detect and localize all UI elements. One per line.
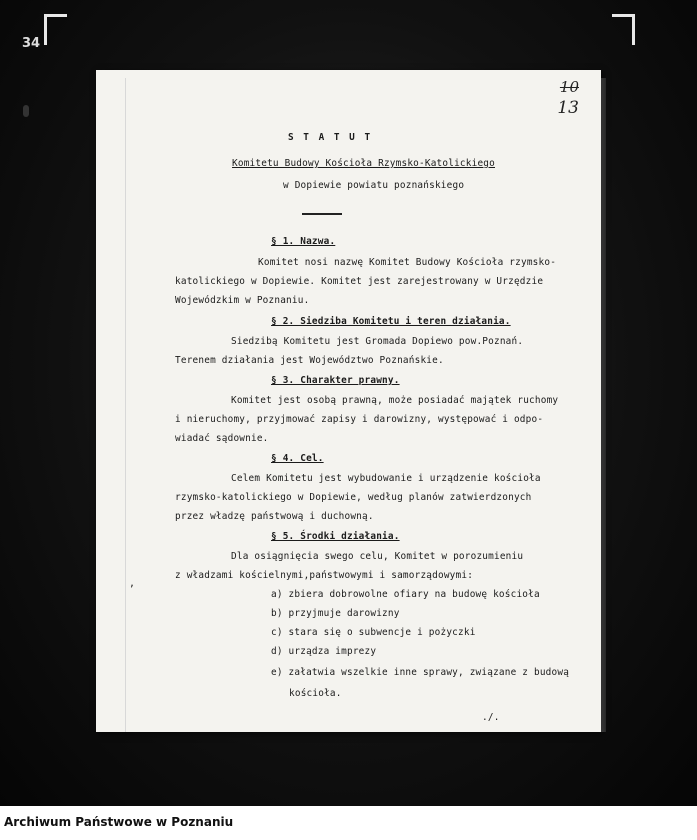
list-item: b) przyjmuje darowizny — [271, 608, 400, 619]
document-title: S T A T U T — [288, 132, 373, 143]
list-item-continuation: kościoła. — [289, 688, 342, 699]
list-item: c) stara się o subwencje i pożyczki — [271, 627, 476, 638]
section-line: Komitet nosi nazwę Komitet Budowy Kościoła rzymsko- — [258, 257, 557, 268]
document-page — [96, 70, 601, 732]
section-line: Siedzibą Komitetu jest Gromada Dopiewo pow.Poznań. — [231, 336, 524, 347]
frame-number: 34 — [22, 36, 41, 51]
section-line: przez władzę państwową i duchowną. — [175, 511, 374, 522]
list-item: e) załatwia wszelkie inne sprawy, związane z budową — [271, 667, 570, 678]
section-heading: § 4. Cel. — [271, 453, 324, 464]
section-line: Dla osiągnięcia swego celu, Komitet w porozumieniu — [231, 551, 524, 562]
archive-label: Archiwum Państwowe w Poznaniu — [4, 815, 234, 829]
frame-corner-mark — [44, 14, 67, 45]
document-subtitle-2: w Dopiewie powiatu poznańskiego — [283, 180, 465, 191]
section-heading: § 1. Nazwa. — [271, 236, 336, 247]
list-item: a) zbiera dobrowolne ofiary na budowę kościoła — [271, 589, 540, 600]
section-heading: § 5. Środki działania. — [271, 531, 400, 542]
margin-tick: , — [129, 578, 136, 589]
section-line: i nieruchomy, przyjmować zapisy i darowizny, występować i odpo- — [175, 414, 544, 425]
film-mark — [23, 105, 29, 117]
section-heading: § 2. Siedziba Komitetu i teren działania. — [271, 316, 511, 327]
list-item: d) urządza imprezy — [271, 646, 377, 657]
section-heading: § 3. Charakter prawny. — [271, 375, 400, 386]
title-separator — [302, 213, 342, 215]
current-page-number: 13 — [557, 98, 579, 118]
section-line: Terenem działania jest Województwo Poznańskie. — [175, 355, 444, 366]
section-line: z władzami kościelnymi,państwowymi i samorządowymi: — [175, 570, 474, 581]
section-line: Celem Komitetu jest wybudowanie i urządzenie kościoła — [231, 473, 541, 484]
crossed-out-page-number: 10 — [559, 78, 579, 96]
document-subtitle-1: Komitetu Budowy Kościoła Rzymsko-Katolickiego — [232, 158, 495, 169]
frame-corner-mark — [612, 14, 635, 45]
section-line: Komitet jest osobą prawną, może posiadać majątek ruchomy — [231, 395, 559, 406]
section-line: rzymsko-katolickiego w Dopiewie, według planów zatwierdzonych — [175, 492, 532, 503]
section-line: katolickiego w Dopiewie. Komitet jest zarejestrowany w Urzędzie — [175, 276, 544, 287]
section-line: wiadać sądownie. — [175, 433, 269, 444]
document-text — [96, 70, 601, 732]
section-line: Wojewódzkim w Poznaniu. — [175, 295, 310, 306]
page-continuation-mark: ./. — [482, 712, 500, 723]
